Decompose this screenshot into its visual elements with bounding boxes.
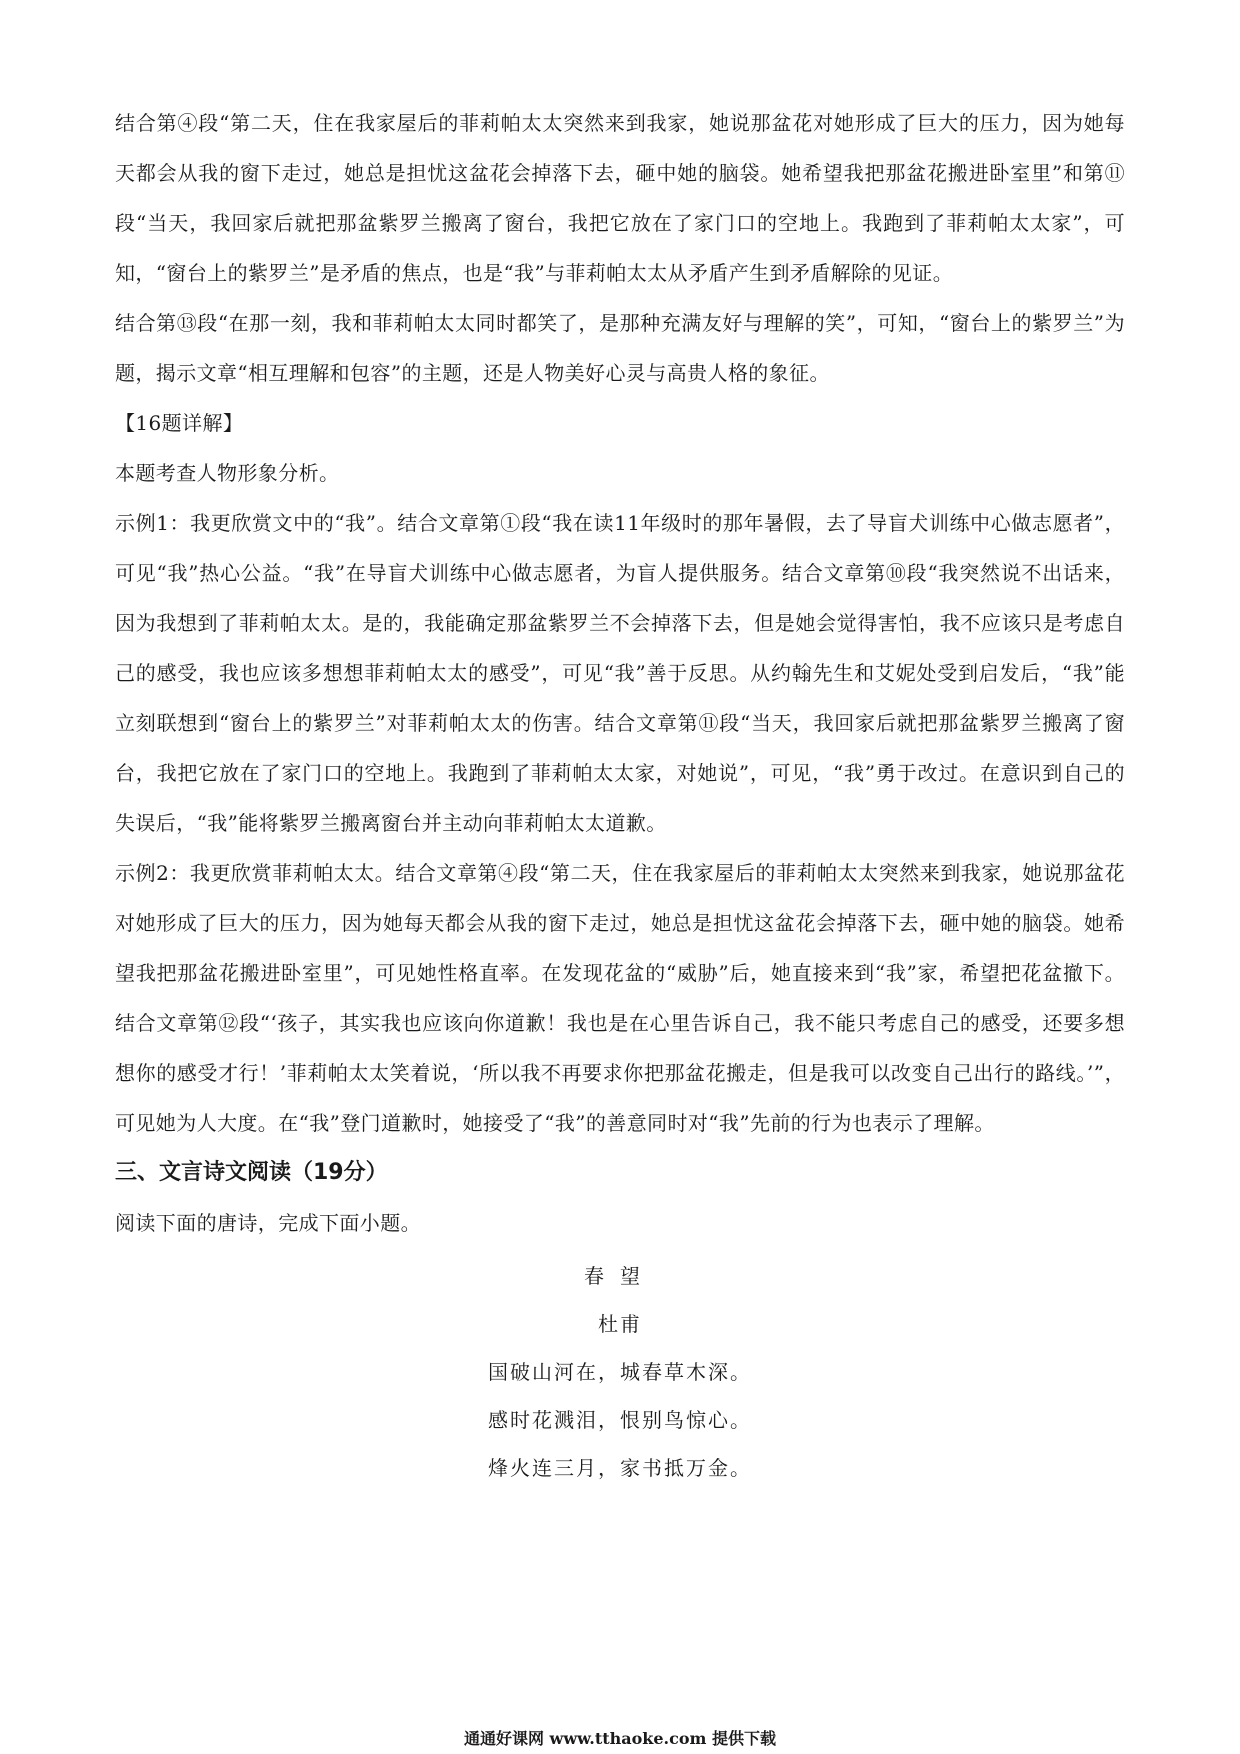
- poem-title: 春望: [584, 1264, 656, 1288]
- section-3-instruction: 阅读下面的唐诗，完成下面小题。: [115, 1211, 421, 1235]
- poem-line: 感时花溅泪，恨别鸟惊心。: [488, 1408, 752, 1432]
- poem-line: 国破山河在，城春草木深。: [488, 1360, 752, 1384]
- example-2-paragraph: 示例2：我更欣赏菲莉帕太太。结合文章第④段“第二天，住在我家屋后的菲莉帕太太突然来到我家，她说那盆花对她形成了巨大的压力，因为她每天都会从我的窗下走过，她总是担忧这盆花会掉落下去，砸中她的脑袋。她希望我把那盆花搬进卧室里”，可见她性格直率。在发现花盆的“威胁”后，她直接来到“我”家，希望把花盆撤下。结合文章第⑫段“‘孩子，其实我也应该向你道歉！我也是在心里告诉自己，我不能只考虑自己的感受，还要多想想你的感受才行！’菲莉帕太太笑着说，‘所以我不再要求你把那盆花搬走，但是我可以改变自己出行的路线。’”，可见她为人大度。在“我”登门道歉时，她接受了“我”的善意同时对“我”先前的行为也表示了理解。: [115, 861, 1125, 1135]
- question-16-intro: 本题考查人物形象分析。: [115, 461, 340, 485]
- poem-author: 杜甫: [598, 1312, 642, 1336]
- poem-block: [115, 1252, 1125, 1492]
- answer-paragraph-2: 结合第⑬段“在那一刻，我和菲莉帕太太同时都笑了，是那种充满友好与理解的笑”，可知，“窗台上的紫罗兰”为题，揭示文章“相互理解和包容”的主题，还是人物美好心灵与高贵人格的象征。: [115, 311, 1125, 385]
- section-3-heading: 三、文言诗文阅读（19分）: [115, 1160, 388, 1185]
- page-footer: 通通好课网 www.tthaoke.com 提供下载: [463, 1729, 777, 1748]
- poem-line: 烽火连三月，家书抵万金。: [488, 1456, 752, 1480]
- page-content: [115, 98, 1125, 1492]
- answer-paragraph-1: 结合第④段“第二天，住在我家屋后的菲莉帕太太突然来到我家，她说那盆花对她形成了巨大的压力，因为她每天都会从我的窗下走过，她总是担忧这盆花会掉落下去，砸中她的脑袋。她希望我把那盆花搬进卧室里”和第⑪段“当天，我回家后就把那盆紫罗兰搬离了窗台，我把它放在了家门口的空地上。我跑到了菲莉帕太太家”，可知，“窗台上的紫罗兰”是矛盾的焦点，也是“我”与菲莉帕太太从矛盾产生到矛盾解除的见证。: [115, 111, 1125, 285]
- question-16-label: 【16题详解】: [115, 411, 244, 435]
- example-1-paragraph: 示例1：我更欣赏文中的“我”。结合文章第①段“我在读11年级时的那年暑假，去了导盲犬训练中心做志愿者”，可见“我”热心公益。“我”在导盲犬训练中心做志愿者，为盲人提供服务。结合文章第⑩段“我突然说不出话来，因为我想到了菲莉帕太太。是的，我能确定那盆紫罗兰不会掉落下去，但是她会觉得害怕，我不应该只是考虑自己的感受，我也应该多想想菲莉帕太太的感受”，可见“我”善于反思。从约翰先生和艾妮处受到启发后，“我”能立刻联想到“窗台上的紫罗兰”对菲莉帕太太的伤害。结合文章第⑪段“当天，我回家后就把那盆紫罗兰搬离了窗台，我把它放在了家门口的空地上。我跑到了菲莉帕太太家，对她说”，可见，“我”勇于改过。在意识到自己的失误后，“我”能将紫罗兰搬离窗台并主动向菲莉帕太太道歉。: [115, 511, 1125, 835]
